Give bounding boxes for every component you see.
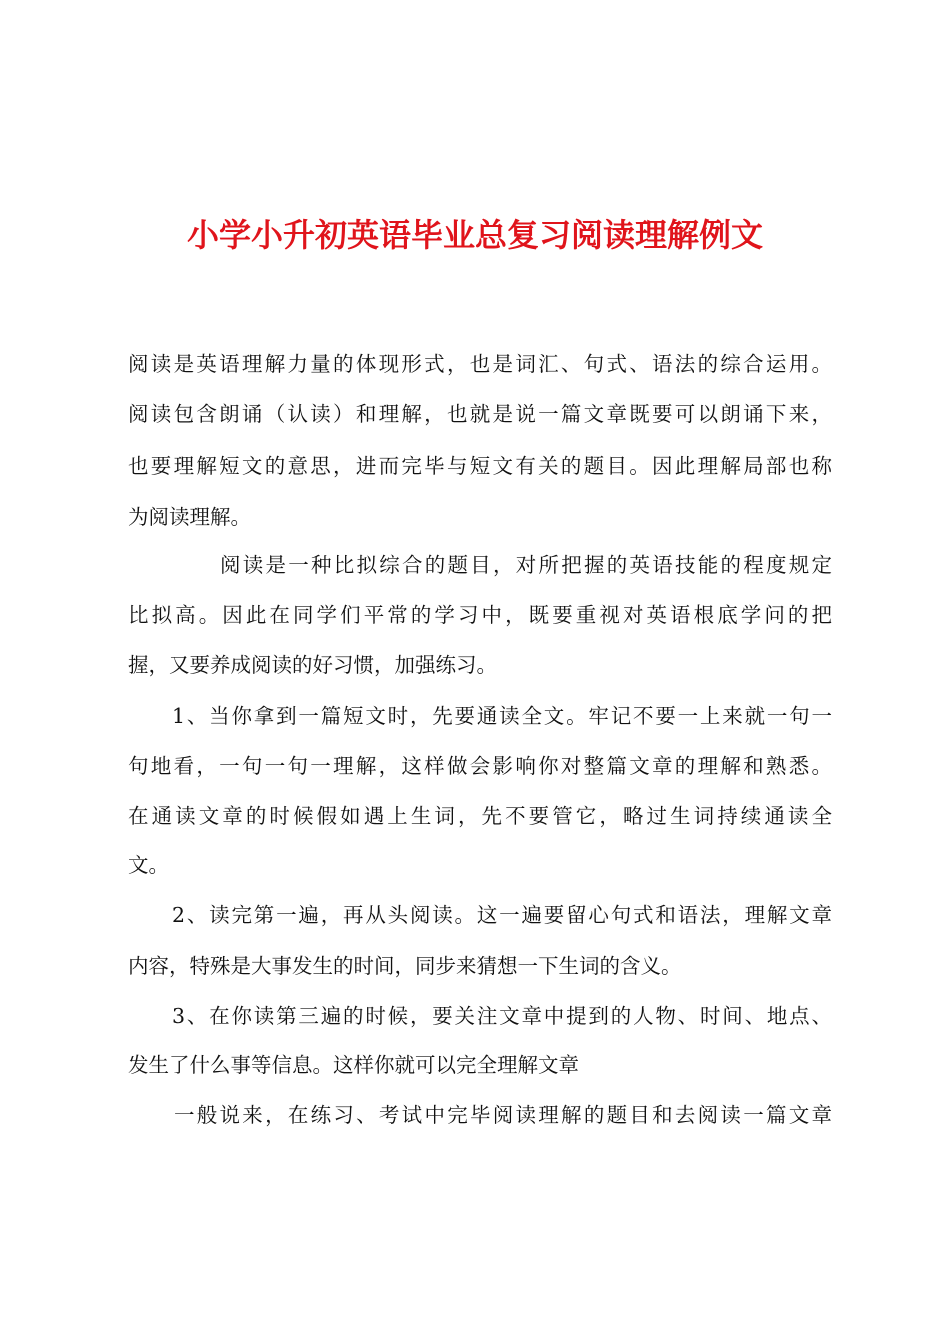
paragraph-line: 一般说来，在练习、考试中完毕阅读理解的题目和去阅读一篇文章	[174, 1103, 832, 1127]
paragraph-line: 握，又要养成阅读的好习惯，加强练习。	[128, 653, 497, 677]
paragraph-line: 内容，特殊是大事发生的时间，同步来猜想一下生词的含义。	[128, 954, 682, 978]
paragraph-line: 阅读是一种比拟综合的题目，对所把握的英语技能的程度规定	[220, 553, 832, 577]
paragraph-line: 句地看，一句一句一理解，这样做会影响你对整篇文章的理解和熟悉。	[128, 754, 832, 778]
paragraph-line: 在通读文章的时候假如遇上生词，先不要管它，略过生词持续通读全	[128, 804, 832, 828]
paragraph-line: 文。	[128, 853, 169, 877]
paragraph-line: 3、在你读第三遍的时候，要关注文章中提到的人物、时间、地点、	[172, 1004, 832, 1028]
paragraph-line: 2、读完第一遍，再从头阅读。这一遍要留心句式和语法，理解文章	[172, 903, 832, 927]
document-title: 小学小升初英语毕业总复习阅读理解例文	[186, 216, 763, 254]
paragraph-line: 比拟高。因此在同学们平常的学习中，既要重视对英语根底学问的把	[128, 603, 832, 627]
paragraph-line: 发生了什么事等信息。这样你就可以完全理解文章	[128, 1053, 579, 1077]
paragraph-line: 为阅读理解。	[128, 505, 251, 529]
paragraph-line: 阅读是英语理解力量的体现形式，也是词汇、句式、语法的综合运用。	[128, 352, 832, 376]
paragraph-line: 阅读包含朗诵（认读）和理解，也就是说一篇文章既要可以朗诵下来，	[128, 402, 832, 426]
paragraph-line: 也要理解短文的意思，进而完毕与短文有关的题目。因此理解局部也称	[128, 454, 832, 478]
paragraph-line: 1、当你拿到一篇短文时，先要通读全文。牢记不要一上来就一句一	[172, 704, 832, 728]
